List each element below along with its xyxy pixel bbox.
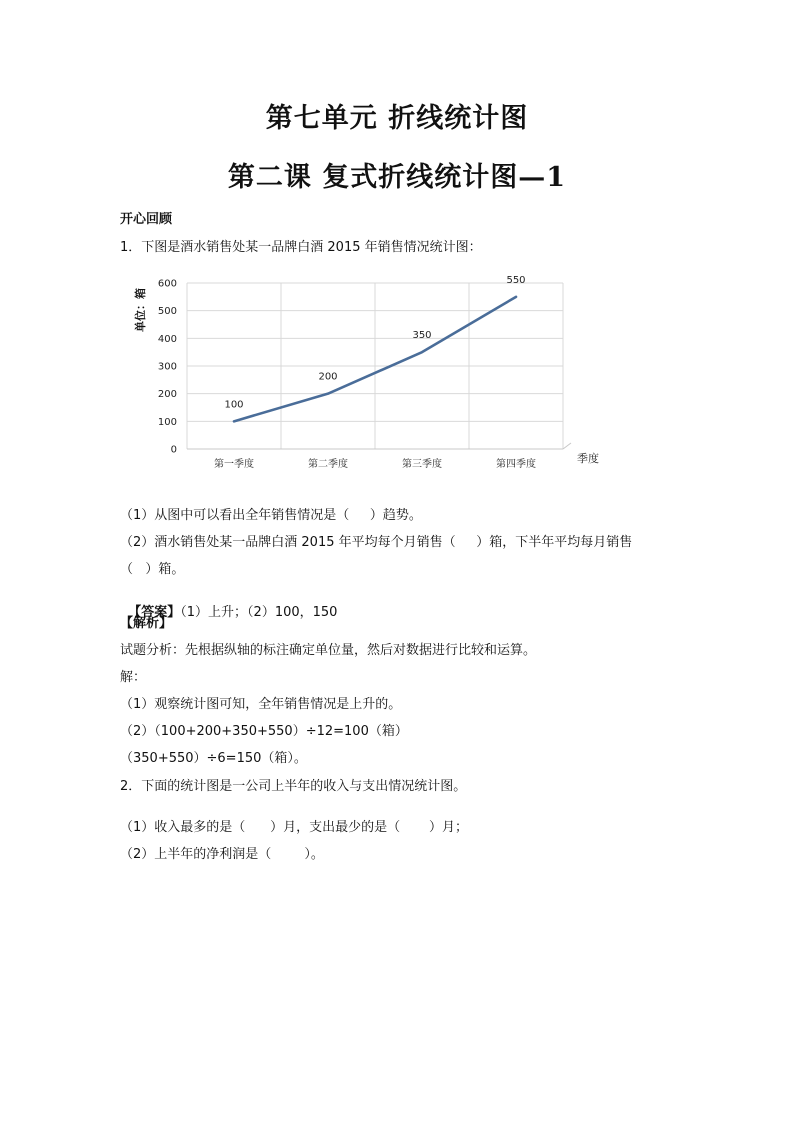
chart-tick-labels bbox=[158, 279, 536, 471]
x-tick-label: 第二季度 bbox=[308, 459, 348, 470]
chart-axes bbox=[187, 443, 571, 449]
analysis-text: 试题分析：先根据纵轴的标注确定单位量，然后对数据进行比较和运算。 bbox=[120, 643, 537, 658]
y-tick-label: 100 bbox=[157, 416, 177, 428]
q2-part1: （1）收入最多的是（ ）月，支出最少的是（ ）月； bbox=[120, 820, 468, 835]
page-title: 第七单元 折线统计图 bbox=[265, 103, 529, 134]
q2-prompt: 2．下面的统计图是一公司上半年的收入与支出情况统计图。 bbox=[120, 779, 467, 794]
y-tick-label: 0 bbox=[170, 444, 177, 456]
y-tick-label: 600 bbox=[157, 278, 177, 290]
q1-prompt: 1．下图是酒水销售处某一品牌白酒 2015 年销售情况统计图： bbox=[120, 240, 482, 255]
section-heading-warmup: 开心回顾 bbox=[120, 212, 173, 227]
solution-step-1: （1）观察统计图可知，全年销售情况是上升的。 bbox=[120, 697, 402, 712]
page-subtitle: 第二课 复式折线统计图—1 bbox=[227, 162, 567, 193]
data-label: 350 bbox=[412, 330, 432, 342]
y-axis-label: 单位：箱 bbox=[134, 288, 147, 332]
solution-label: 解： bbox=[120, 670, 147, 685]
x-tick-label: 第三季度 bbox=[402, 459, 442, 470]
x-tick-label: 第四季度 bbox=[496, 459, 536, 470]
data-label: 100 bbox=[224, 399, 244, 411]
answer-label: 【答案】 bbox=[128, 605, 181, 620]
y-tick-label: 300 bbox=[157, 361, 177, 373]
data-label: 550 bbox=[506, 274, 526, 286]
chart-grid bbox=[187, 283, 563, 449]
q1-part2-line1: （2）酒水销售处某一品牌白酒 2015 年平均每个月销售（ ）箱，下半年平均每月销售 bbox=[120, 535, 633, 550]
answer-text: （1）上升；（2）100，150 bbox=[180, 605, 338, 620]
y-tick-label: 500 bbox=[157, 306, 177, 318]
q1-part1: （1）从图中可以看出全年销售情况是（ ）趋势。 bbox=[120, 508, 422, 523]
analysis-label: 【解析】 bbox=[120, 616, 173, 631]
q1-part2-line2: （ ）箱。 bbox=[120, 562, 185, 577]
solution-step-2: （2）（100+200+350+550）÷12=100（箱） bbox=[120, 724, 408, 739]
data-label: 200 bbox=[318, 371, 338, 383]
sales-line-chart bbox=[130, 268, 599, 478]
x-axis-arrow bbox=[563, 443, 571, 449]
y-tick-label: 400 bbox=[157, 333, 177, 345]
x-axis-label: 季度 bbox=[577, 452, 599, 465]
solution-step-3: （350+550）÷6=150（箱）。 bbox=[120, 751, 307, 766]
y-tick-label: 200 bbox=[157, 389, 177, 401]
x-tick-label: 第一季度 bbox=[214, 459, 254, 470]
q2-part2: （2）上半年的净利润是（ ）。 bbox=[120, 847, 324, 862]
